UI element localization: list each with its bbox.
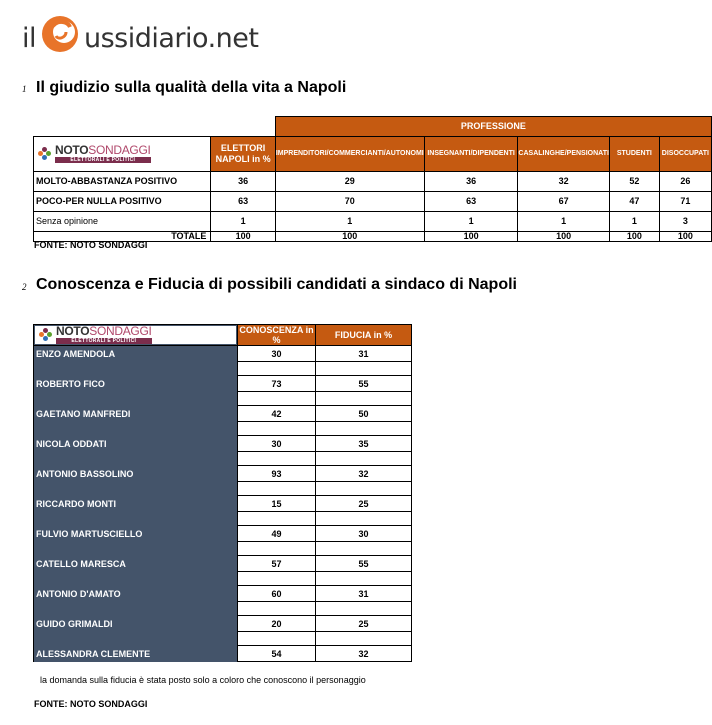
cell: 1 [275, 211, 424, 231]
spacer-cell [238, 572, 316, 586]
cell: 100 [211, 231, 275, 241]
spacer-cell [238, 512, 316, 526]
table-row [34, 171, 712, 191]
spacer-cell [34, 632, 238, 646]
spacer-cell [34, 482, 238, 496]
spacer-row [34, 512, 412, 526]
spacer-row [34, 362, 412, 376]
fiducia-note: la domanda sulla fiducia è stata posto solo a coloro che conoscono il personaggio [40, 675, 366, 685]
logo-text: ussidiario.net [84, 23, 259, 54]
spacer-row [34, 632, 412, 646]
source-note: FONTE: NOTO SONDAGGI [34, 240, 148, 250]
conoscenza-cell: 93 [238, 466, 316, 482]
cell: 1 [609, 211, 659, 231]
cell: 67 [518, 191, 610, 211]
conoscenza-cell: 54 [238, 646, 316, 662]
fiducia-cell: 55 [316, 556, 412, 572]
cell: 36 [211, 171, 275, 191]
table-row [34, 556, 412, 572]
spacer-cell [316, 512, 412, 526]
table-row [34, 646, 412, 662]
fiducia-cell: 35 [316, 436, 412, 452]
conoscenza-cell: 60 [238, 586, 316, 602]
table-row [34, 496, 412, 512]
candidates-table [33, 324, 412, 662]
spacer-cell [34, 572, 238, 586]
fiducia-cell: 32 [316, 646, 412, 662]
spacer-cell [238, 422, 316, 436]
spacer-cell [34, 542, 238, 556]
spacer-cell [238, 542, 316, 556]
fiducia-cell: 55 [316, 376, 412, 392]
candidate-name: ANTONIO BASSOLINO [34, 466, 238, 482]
section-title: Il giudizio sulla qualità della vita a Napoli [36, 79, 347, 96]
cell: 71 [659, 191, 711, 211]
spacer-row [34, 572, 412, 586]
table-row [34, 376, 412, 392]
fiducia-cell: 25 [316, 616, 412, 632]
noto-sub: ELETTORALI E POLITICI [55, 157, 151, 163]
candidate-name: ROBERTO FICO [34, 376, 238, 392]
col-header: ELETTORI NAPOLI in % [211, 136, 275, 171]
table-row [34, 191, 712, 211]
cell: 100 [659, 231, 711, 241]
candidate-name: FULVIO MARTUSCIELLO [34, 526, 238, 542]
spacer-cell [316, 362, 412, 376]
candidate-name: GUIDO GRIMALDI [34, 616, 238, 632]
section-title: Conoscenza e Fiducia di possibili candidati a sindaco di Napoli [36, 276, 517, 293]
spacer-cell [238, 482, 316, 496]
spacer-cell [316, 602, 412, 616]
spacer-cell [238, 452, 316, 466]
spacer-row [34, 392, 412, 406]
spacer-cell [316, 542, 412, 556]
cell: 47 [609, 191, 659, 211]
spacer-row [34, 422, 412, 436]
cell: 1 [211, 211, 275, 231]
spacer-cell [316, 452, 412, 466]
conoscenza-cell: 42 [238, 406, 316, 422]
cell: 1 [424, 211, 518, 231]
spacer-row [34, 602, 412, 616]
spacer-cell [238, 362, 316, 376]
cell: 63 [424, 191, 518, 211]
spacer-cell [238, 632, 316, 646]
noto-logo [34, 136, 211, 171]
row-label: MOLTO-ABBASTANZA POSITIVO [34, 171, 211, 191]
cell: 70 [275, 191, 424, 211]
conoscenza-cell: 49 [238, 526, 316, 542]
candidate-name: ENZO AMENDOLA [34, 346, 238, 362]
conoscenza-cell: 20 [238, 616, 316, 632]
col-header: CONOSCENZA in % [239, 325, 314, 345]
candidate-name: GAETANO MANFREDI [34, 406, 238, 422]
fiducia-cell: 31 [316, 346, 412, 362]
spacer-cell [34, 452, 238, 466]
spacer-cell [34, 362, 238, 376]
spacer-row [34, 452, 412, 466]
cell: 36 [424, 171, 518, 191]
conoscenza-cell: 73 [238, 376, 316, 392]
section-number: 1 [22, 84, 27, 94]
col-header: IMPRENDITORI/COMMERCIANTI/AUTONOMI [275, 136, 424, 171]
conoscenza-cell: 57 [238, 556, 316, 572]
table-row [34, 346, 412, 362]
fiducia-cell: 50 [316, 406, 412, 422]
cell: 63 [211, 191, 275, 211]
spacer-cell [238, 392, 316, 406]
conoscenza-cell: 15 [238, 496, 316, 512]
noto-logo [34, 325, 238, 346]
cell: 100 [275, 231, 424, 241]
cell: 26 [659, 171, 711, 191]
table-row [34, 586, 412, 602]
spacer-cell [316, 422, 412, 436]
noto-brand-b: SONDAGGI [88, 142, 151, 157]
spacer-cell [316, 572, 412, 586]
fiducia-cell: 31 [316, 586, 412, 602]
col-header: FIDUCIA in % [316, 325, 412, 346]
spacer-cell [34, 602, 238, 616]
spacer-cell [34, 392, 238, 406]
conoscenza-cell: 30 [238, 436, 316, 452]
cell: 52 [609, 171, 659, 191]
fiducia-cell: 32 [316, 466, 412, 482]
row-label: Senza opinione [34, 211, 211, 231]
noto-brand-b: SONDAGGI [89, 324, 152, 338]
total-label: TOTALE [34, 231, 211, 241]
spacer-cell [34, 512, 238, 526]
table-row [34, 406, 412, 422]
table-row [34, 436, 412, 452]
spacer-cell [34, 422, 238, 436]
candidate-name: ANTONIO D'AMATO [34, 586, 238, 602]
noto-dots-icon [38, 147, 52, 161]
candidate-name: RICCARDO MONTI [34, 496, 238, 512]
section-number: 2 [22, 282, 27, 292]
cell: 100 [424, 231, 518, 241]
table-row [34, 526, 412, 542]
cell: 1 [518, 211, 610, 231]
fiducia-cell: 30 [316, 526, 412, 542]
candidate-name: NICOLA ODDATI [34, 436, 238, 452]
spacer-row [34, 482, 412, 496]
cell: 29 [275, 171, 424, 191]
spacer-row [34, 542, 412, 556]
cell: 3 [659, 211, 711, 231]
cell: 100 [609, 231, 659, 241]
profession-header: PROFESSIONE [275, 117, 711, 137]
fiducia-cell: 25 [316, 496, 412, 512]
col-header: INSEGNANTI/DIPENDENTI [424, 136, 518, 171]
logo-text-il: il [22, 23, 37, 54]
table-row [34, 616, 412, 632]
spacer-cell [316, 392, 412, 406]
noto-brand-a: NOTO [55, 142, 89, 157]
noto-sub: ELETTORALI E POLITICI [56, 338, 152, 344]
table-row [34, 211, 712, 231]
spacer-cell [316, 632, 412, 646]
site-logo[interactable] [22, 10, 259, 60]
quality-of-life-table [33, 116, 712, 242]
col-header: CASALINGHE/PENSIONATI [518, 136, 610, 171]
table-row [34, 466, 412, 482]
candidate-name: CATELLO MARESCA [34, 556, 238, 572]
cell: 32 [518, 171, 610, 191]
spacer-cell [238, 602, 316, 616]
col-header: STUDENTI [609, 136, 659, 171]
noto-dots-icon [39, 328, 53, 342]
conoscenza-cell: 30 [238, 346, 316, 362]
candidate-name: ALESSANDRA CLEMENTE [34, 646, 238, 662]
spacer-cell [316, 482, 412, 496]
cell: 100 [518, 231, 610, 241]
col-header: DISOCCUPATI [659, 136, 711, 171]
noto-brand-a: NOTO [56, 324, 90, 338]
row-label: POCO-PER NULLA POSITIVO [34, 191, 211, 211]
source-note: FONTE: NOTO SONDAGGI [34, 699, 148, 709]
